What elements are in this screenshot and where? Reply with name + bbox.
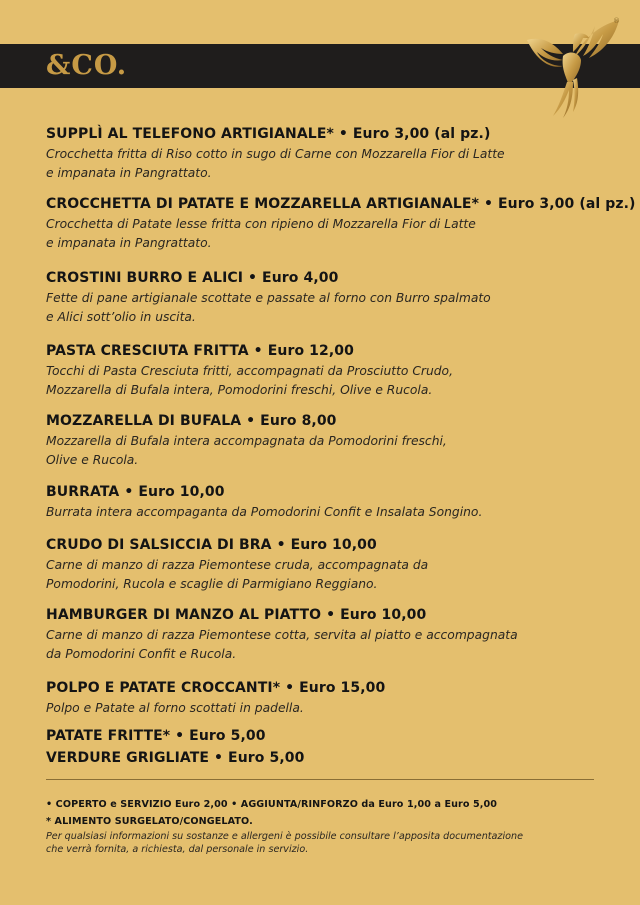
divider <box>46 779 594 780</box>
registered-mark: ® <box>613 17 620 25</box>
menu-item <box>46 482 606 522</box>
menu-item-description: Carne di manzo di razza Piemontese cotta, servita al piatto e accompagnata da Pomodorini Confit e Rucola. <box>46 628 518 661</box>
menu-item-description: Fette di pane artigianale scottate e passate al forno con Burro spalmato e Alici sott’olio in uscita. <box>46 291 491 324</box>
menu-item-title: HAMBURGER DI MANZO AL PIATTO • Euro 10,00 <box>46 607 427 623</box>
menu-item-title: CRUDO DI SALSICCIA DI BRA • Euro 10,00 <box>46 537 377 553</box>
menu-item-title: BURRATA • Euro 10,00 <box>46 484 225 500</box>
menu-item-title: CROCCHETTA DI PATATE E MOZZARELLA ARTIGIANALE* • Euro 3,00 (al pz.) <box>46 196 636 212</box>
frozen-food-note: * ALIMENTO SURGELATO/CONGELATO. <box>46 816 253 827</box>
cover-charge-note: • COPERTO e SERVIZIO Euro 2,00 • AGGIUNTA/RINFORZO da Euro 1,00 a Euro 5,00 <box>46 799 498 810</box>
menu-item-title: MOZZARELLA DI BUFALA • Euro 8,00 <box>46 413 337 429</box>
allergen-note: Per qualsiasi informazioni su sostanze e allergeni è possibile consultare l’apposita documentazione che verrà fornita, a richiesta, dal personale in servizio. <box>46 831 523 855</box>
menu-item-description: Crocchetta di Patate lesse fritta con ripieno di Mozzarella Fior di Latte e impanata in Pangrattato. <box>46 217 476 250</box>
menu-item <box>46 341 606 399</box>
menu-item <box>46 748 606 769</box>
menu-item <box>46 194 636 252</box>
menu-item <box>46 268 606 326</box>
menu-item <box>46 124 606 182</box>
menu-item <box>46 411 606 469</box>
menu-item-title: SUPPLÌ AL TELEFONO ARTIGIANALE* • Euro 3,00 (al pz.) <box>46 126 491 142</box>
menu-item-title: PASTA CRESCIUTA FRITTA • Euro 12,00 <box>46 343 354 359</box>
menu-item-description: Crocchetta fritta di Riso cotto in sugo di Carne con Mozzarella Fior di Latte e impanata in Pangrattato. <box>46 147 505 180</box>
menu-item-description: Carne di manzo di razza Piemontese cruda, accompagnata da Pomodorini, Rucola e scaglie di Parmigiano Reggiano. <box>46 558 429 591</box>
menu-item-title: CROSTINI BURRO E ALICI • Euro 4,00 <box>46 270 339 286</box>
menu-item-description: Tocchi di Pasta Cresciuta fritti, accompagnati da Prosciutto Crudo, Mozzarella di Bufala intera, Pomodorini freschi, Olive e Rucola. <box>46 364 453 397</box>
menu-item <box>46 535 606 593</box>
menu-item-description: Mozzarella di Bufala intera accompagnata da Pomodorini freschi, Olive e Rucola. <box>46 434 447 467</box>
menu-item-title: POLPO E PATATE CROCCANTI* • Euro 15,00 <box>46 680 386 696</box>
phoenix-logo-icon <box>523 14 623 118</box>
menu-item-description: Burrata intera accompaganta da Pomodorini Confit e Insalata Songino. <box>46 505 483 519</box>
menu-item-title: PATATE FRITTE* • Euro 5,00 <box>46 728 266 744</box>
brand-logo: &CO. <box>46 50 128 81</box>
menu-item-description: Polpo e Patate al forno scottati in padella. <box>46 701 304 715</box>
footer <box>46 796 606 856</box>
menu-item <box>46 726 606 747</box>
menu-item <box>46 605 606 663</box>
menu-item <box>46 678 606 718</box>
menu-item-title: VERDURE GRIGLIATE • Euro 5,00 <box>46 750 305 766</box>
